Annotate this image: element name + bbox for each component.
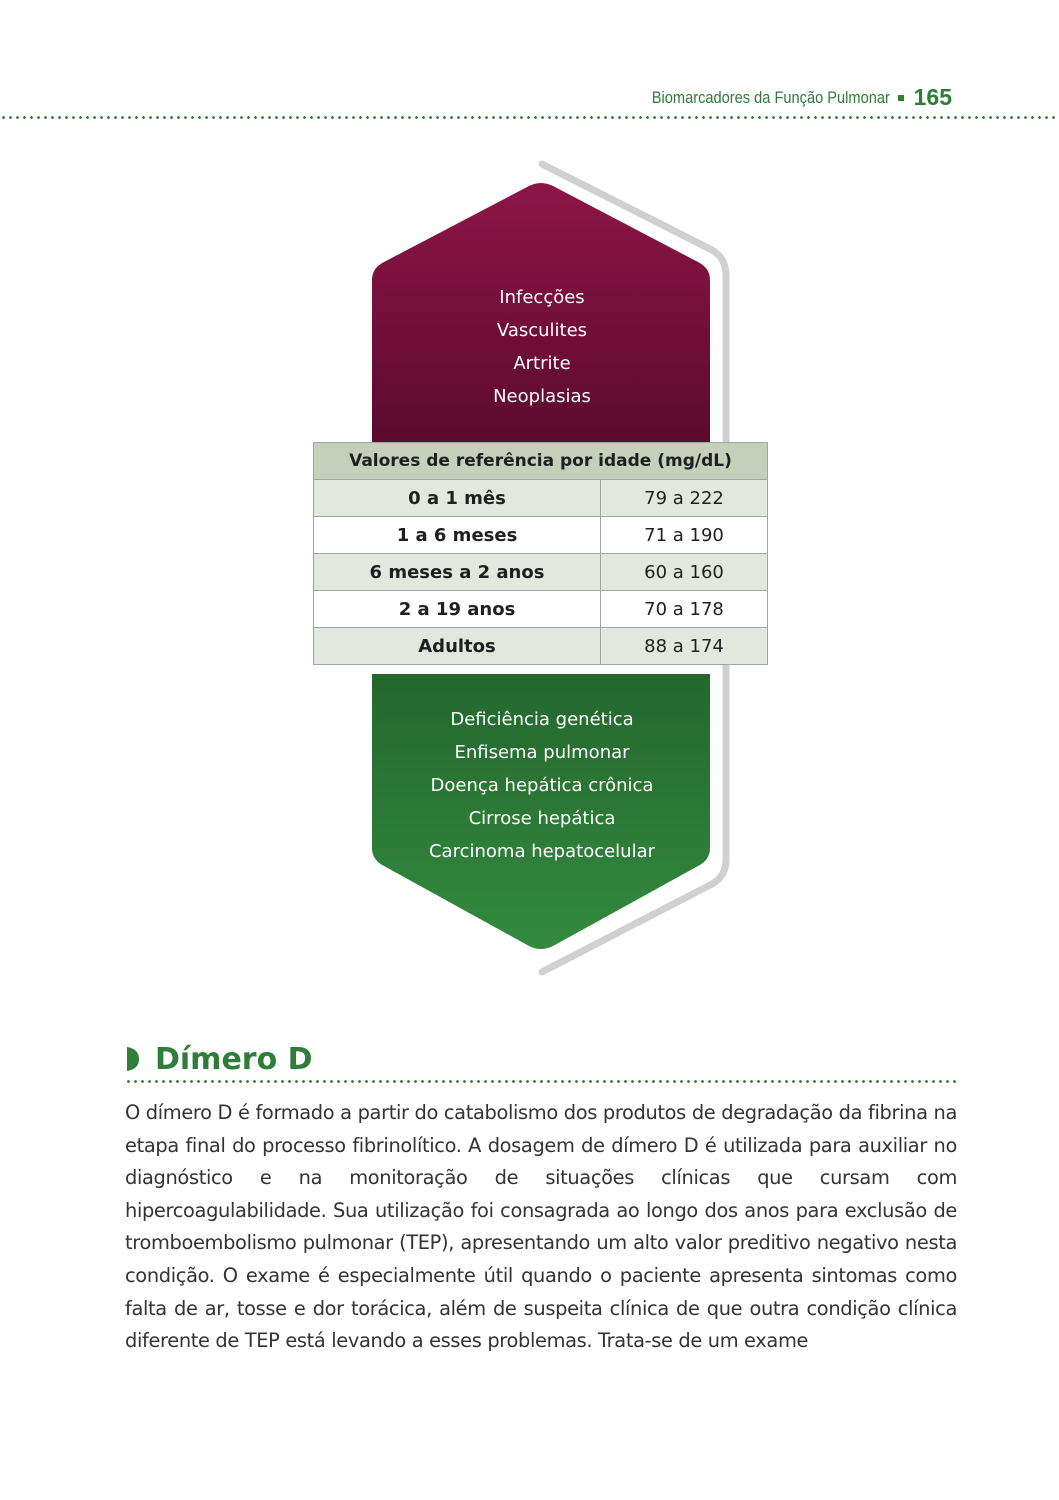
list-item: Vasculites [496,320,588,341]
table-row [314,628,768,665]
bottom-condition-list [372,703,712,868]
list-item: Infecções [499,287,585,308]
list-item: Artrite [513,353,571,374]
table-title: Valores de referência por idade (mg/dL) [314,443,768,480]
table-header-row [314,443,768,480]
section-body: O dímero D é formado a partir do catabolismo dos produtos de degradação da fibrina na etapa final do processo fibrinolítico. A dosagem de dímero D é utilizada para auxiliar no diagnóstico e na monitoração de situações clínicas que cursam com hipercoagulabilidade. Sua utilização foi consagrada ao longo dos anos para exclusão de tromboembolismo pulmonar (TEP), apresentando um alto valor preditivo negativo nesta condição. O exame é especialmente útil quando o paciente apresenta sintomas como falta de ar, tosse e dor torácica, além de suspeita clínica de que outra condição clínica diferente de TEP está levando a esses problemas. Trata-se de um exame [125,1101,957,1353]
running-title: Biomarcadores da Função Pulmonar [651,87,890,107]
list-item: Doença hepática crônica [430,775,654,796]
value-cell: 88 a 174 [601,628,768,665]
table-row [314,554,768,591]
value-cell: 79 a 222 [601,480,768,517]
list-item: Cirrose hepática [468,808,616,829]
top-condition-list [372,281,712,413]
value-cell: 60 a 160 [601,554,768,591]
age-cell: 0 a 1 mês [314,480,601,517]
table-row [314,480,768,517]
section-dotted-rule [125,1080,957,1083]
section-heading [125,1040,313,1078]
list-item: Enfisema pulmonar [454,742,630,763]
section-title: Dímero D [155,1041,313,1077]
age-cell: 6 meses a 2 anos [314,554,601,591]
table-row [314,517,768,554]
table-row [314,591,768,628]
value-cell: 70 a 178 [601,591,768,628]
value-cell: 71 a 190 [601,517,768,554]
section-marker-icon [125,1047,139,1071]
list-item: Carcinoma hepatocelular [428,841,656,862]
age-cell: 1 a 6 meses [314,517,601,554]
page-number: 165 [913,84,952,110]
age-cell: 2 a 19 anos [314,591,601,628]
list-item: Neoplasias [493,386,591,407]
reference-table [313,442,768,665]
list-item: Deficiência genética [450,709,634,730]
age-cell: Adultos [314,628,601,665]
